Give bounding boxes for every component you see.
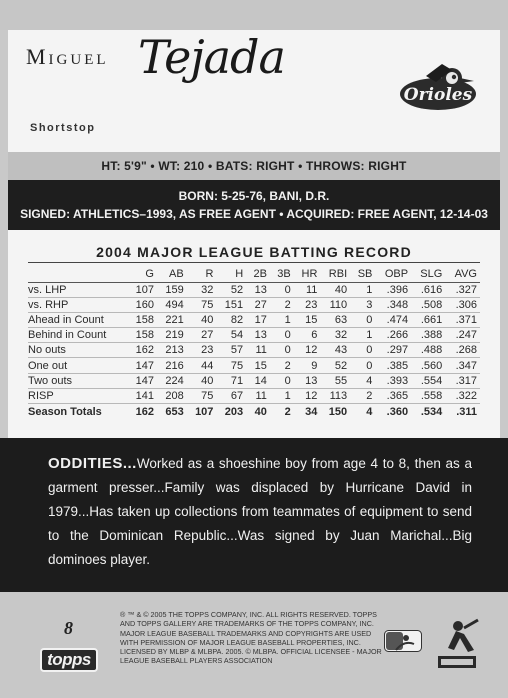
logo-text: Orioles	[403, 85, 473, 105]
table-cell: .347	[445, 358, 480, 373]
table-cell: 54	[216, 328, 246, 343]
table-cell: .268	[445, 343, 480, 358]
table-row	[28, 328, 480, 343]
table-cell: .474	[375, 312, 411, 327]
table-cell: 11	[294, 282, 321, 297]
table-cell: 44	[187, 358, 217, 373]
table-cell: 13	[294, 373, 321, 388]
table-cell: 34	[294, 404, 321, 421]
table-cell: .616	[411, 282, 445, 297]
column-header: SB	[350, 266, 375, 282]
table-cell: 4	[350, 404, 375, 421]
column-header: AB	[157, 266, 187, 282]
table-cell: 15	[294, 312, 321, 327]
table-cell: 27	[246, 297, 270, 312]
legal-text: ® ™ & © 2005 THE TOPPS COMPANY, INC. ALL RIGHTS RESERVED. TOPPS AND TOPPS GALLERY ARE TRADEMARKS OF THE TOPPS COMPANY, INC. MAJOR LEAGUE BASEBALL TRADEMARKS AND COPYRIGHTS ARE USED WITH PERMISSION OF MAJOR LEAGUE BASEBALL PROPERTIES, INC. LICENSED BY MLBP & MLBPA. 2005. © MLBPA. OFFICIAL LICENSEE - MAJOR LEAGUE BASEBALL PLAYERS ASSOCIATION	[120, 610, 382, 666]
table-cell: 107	[127, 282, 157, 297]
table-row	[28, 297, 480, 312]
table-cell: 158	[127, 328, 157, 343]
table-cell: 12	[294, 343, 321, 358]
table-cell: 27	[187, 328, 217, 343]
table-cell: .371	[445, 312, 480, 327]
table-cell: 1	[270, 388, 294, 403]
column-header: H	[216, 266, 246, 282]
table-cell: .560	[411, 358, 445, 373]
table-cell: 52	[216, 282, 246, 297]
table-cell: 9	[294, 358, 321, 373]
table-cell: 113	[320, 388, 350, 403]
table-cell: 15	[246, 358, 270, 373]
oddities-body: Worked as a shoeshine boy from age 4 to 8, then as a garment presser...Family was displaced by Hurricane David in 1979...Has taken up collections from teammates of equipment to send to the Dominican Republic...Was signed by Juan Marichal...Big dominoes player.	[48, 456, 472, 567]
table-cell: 3	[350, 297, 375, 312]
table-cell: .327	[445, 282, 480, 297]
row-label: Two outs	[28, 373, 127, 388]
table-cell: 0	[270, 328, 294, 343]
table-cell: 158	[127, 312, 157, 327]
table-cell: 107	[187, 404, 217, 421]
table-cell: .661	[411, 312, 445, 327]
table-cell: 13	[246, 328, 270, 343]
table-cell: 219	[157, 328, 187, 343]
table-cell: 2	[270, 358, 294, 373]
table-cell: .385	[375, 358, 411, 373]
row-label: RISP	[28, 388, 127, 403]
table-cell: Season Totals	[28, 404, 127, 421]
column-header: 3B	[270, 266, 294, 282]
table-cell: 32	[320, 328, 350, 343]
physical-stats-bar	[8, 152, 500, 180]
table-cell: 82	[216, 312, 246, 327]
table-cell: 71	[216, 373, 246, 388]
table-cell: 1	[350, 328, 375, 343]
table-cell: 224	[157, 373, 187, 388]
table-row	[28, 312, 480, 327]
table-cell: 162	[127, 343, 157, 358]
table-cell: 23	[294, 297, 321, 312]
table-cell: .534	[411, 404, 445, 421]
player-position: Shortstop	[30, 122, 96, 134]
table-cell: 0	[350, 312, 375, 327]
table-cell: .322	[445, 388, 480, 403]
row-label: vs. RHP	[28, 297, 127, 312]
table-cell: 11	[246, 388, 270, 403]
mlb-logo-icon	[384, 630, 422, 652]
table-cell: .365	[375, 388, 411, 403]
column-header	[28, 266, 127, 282]
signing-info: SIGNED: ATHLETICS–1993, AS FREE AGENT • ACQUIRED: FREE AGENT, 12-14-03	[20, 207, 488, 221]
table-cell: .388	[411, 328, 445, 343]
row-label: Ahead in Count	[28, 312, 127, 327]
footer	[0, 592, 508, 698]
table-cell: 17	[246, 312, 270, 327]
title-divider	[28, 262, 480, 263]
table-cell: 147	[127, 373, 157, 388]
orioles-logo-icon	[396, 58, 480, 120]
table-cell: .306	[445, 297, 480, 312]
table-cell: 162	[127, 404, 157, 421]
table-cell: 216	[157, 358, 187, 373]
table-row	[28, 282, 480, 297]
table-cell: .360	[375, 404, 411, 421]
oddities-text-block	[48, 452, 472, 572]
table-cell: 147	[127, 358, 157, 373]
season-totals-row	[28, 404, 480, 421]
table-cell: 55	[320, 373, 350, 388]
table-cell: .558	[411, 388, 445, 403]
mlbpa-logo-icon	[434, 618, 480, 670]
table-cell: 221	[157, 312, 187, 327]
table-cell: 75	[187, 388, 217, 403]
table-cell: 52	[320, 358, 350, 373]
physical-stats: HT: 5'9" • WT: 210 • BATS: RIGHT • THROWS: RIGHT	[101, 159, 407, 173]
row-label: Behind in Count	[28, 328, 127, 343]
table-row	[28, 373, 480, 388]
table-cell: 213	[157, 343, 187, 358]
table-row	[28, 388, 480, 403]
column-header: AVG	[445, 266, 480, 282]
table-cell: .317	[445, 373, 480, 388]
table-cell: .247	[445, 328, 480, 343]
table-cell: 0	[270, 373, 294, 388]
table-cell: 75	[187, 297, 217, 312]
table-cell: .508	[411, 297, 445, 312]
topps-logo: topps	[40, 648, 98, 672]
table-cell: .348	[375, 297, 411, 312]
oddities-panel	[0, 438, 508, 592]
card-number: 8	[64, 618, 73, 638]
table-cell: 12	[294, 388, 321, 403]
table-cell: .266	[375, 328, 411, 343]
table-cell: 151	[216, 297, 246, 312]
table-cell: 2	[270, 297, 294, 312]
table-cell: 14	[246, 373, 270, 388]
table-cell: 23	[187, 343, 217, 358]
table-cell: 40	[187, 312, 217, 327]
table-cell: 40	[320, 282, 350, 297]
player-last-name: Tejada	[138, 30, 285, 84]
column-header: RBI	[320, 266, 350, 282]
table-cell: 13	[246, 282, 270, 297]
table-cell: 32	[187, 282, 217, 297]
batting-record-table	[28, 266, 480, 421]
table-cell: 57	[216, 343, 246, 358]
stats-title: 2004 MAJOR LEAGUE BATTING RECORD	[96, 244, 412, 260]
table-cell: 43	[320, 343, 350, 358]
birth-info: BORN: 5-25-76, BANI, D.R.	[178, 189, 330, 203]
table-cell: 40	[246, 404, 270, 421]
table-cell: 653	[157, 404, 187, 421]
bio-panel	[8, 180, 500, 230]
table-cell: 2	[270, 404, 294, 421]
table-cell: 11	[246, 343, 270, 358]
column-header: 2B	[246, 266, 270, 282]
table-cell: 67	[216, 388, 246, 403]
table-cell: .311	[445, 404, 480, 421]
table-cell: 6	[294, 328, 321, 343]
table-cell: 208	[157, 388, 187, 403]
table-cell: 0	[350, 358, 375, 373]
table-cell: 110	[320, 297, 350, 312]
table-body	[28, 282, 480, 404]
table-cell: 2	[350, 388, 375, 403]
stats-panel	[8, 230, 500, 438]
table-header-row	[28, 266, 480, 282]
table-row	[28, 358, 480, 373]
table-cell: 159	[157, 282, 187, 297]
row-label: No outs	[28, 343, 127, 358]
table-cell: 141	[127, 388, 157, 403]
column-header: SLG	[411, 266, 445, 282]
table-cell: 494	[157, 297, 187, 312]
column-header: OBP	[375, 266, 411, 282]
player-first-name: Miguel	[26, 44, 109, 69]
table-cell: .554	[411, 373, 445, 388]
table-cell: 1	[350, 282, 375, 297]
table-cell: .396	[375, 282, 411, 297]
table-cell: 160	[127, 297, 157, 312]
table-cell: 4	[350, 373, 375, 388]
table-cell: 40	[187, 373, 217, 388]
column-header: G	[127, 266, 157, 282]
table-cell: 0	[270, 282, 294, 297]
top-band	[0, 0, 508, 30]
row-label: vs. LHP	[28, 282, 127, 297]
oddities-heading: ODDITIES...	[48, 455, 137, 472]
column-header: HR	[294, 266, 321, 282]
row-label: One out	[28, 358, 127, 373]
table-cell: .297	[375, 343, 411, 358]
table-cell: 150	[320, 404, 350, 421]
table-cell: 75	[216, 358, 246, 373]
table-cell: 1	[270, 312, 294, 327]
table-cell: .393	[375, 373, 411, 388]
table-cell: 63	[320, 312, 350, 327]
table-row	[28, 343, 480, 358]
table-cell: .488	[411, 343, 445, 358]
table-cell: 0	[350, 343, 375, 358]
table-cell: 0	[270, 343, 294, 358]
column-header: R	[187, 266, 217, 282]
table-cell: 203	[216, 404, 246, 421]
